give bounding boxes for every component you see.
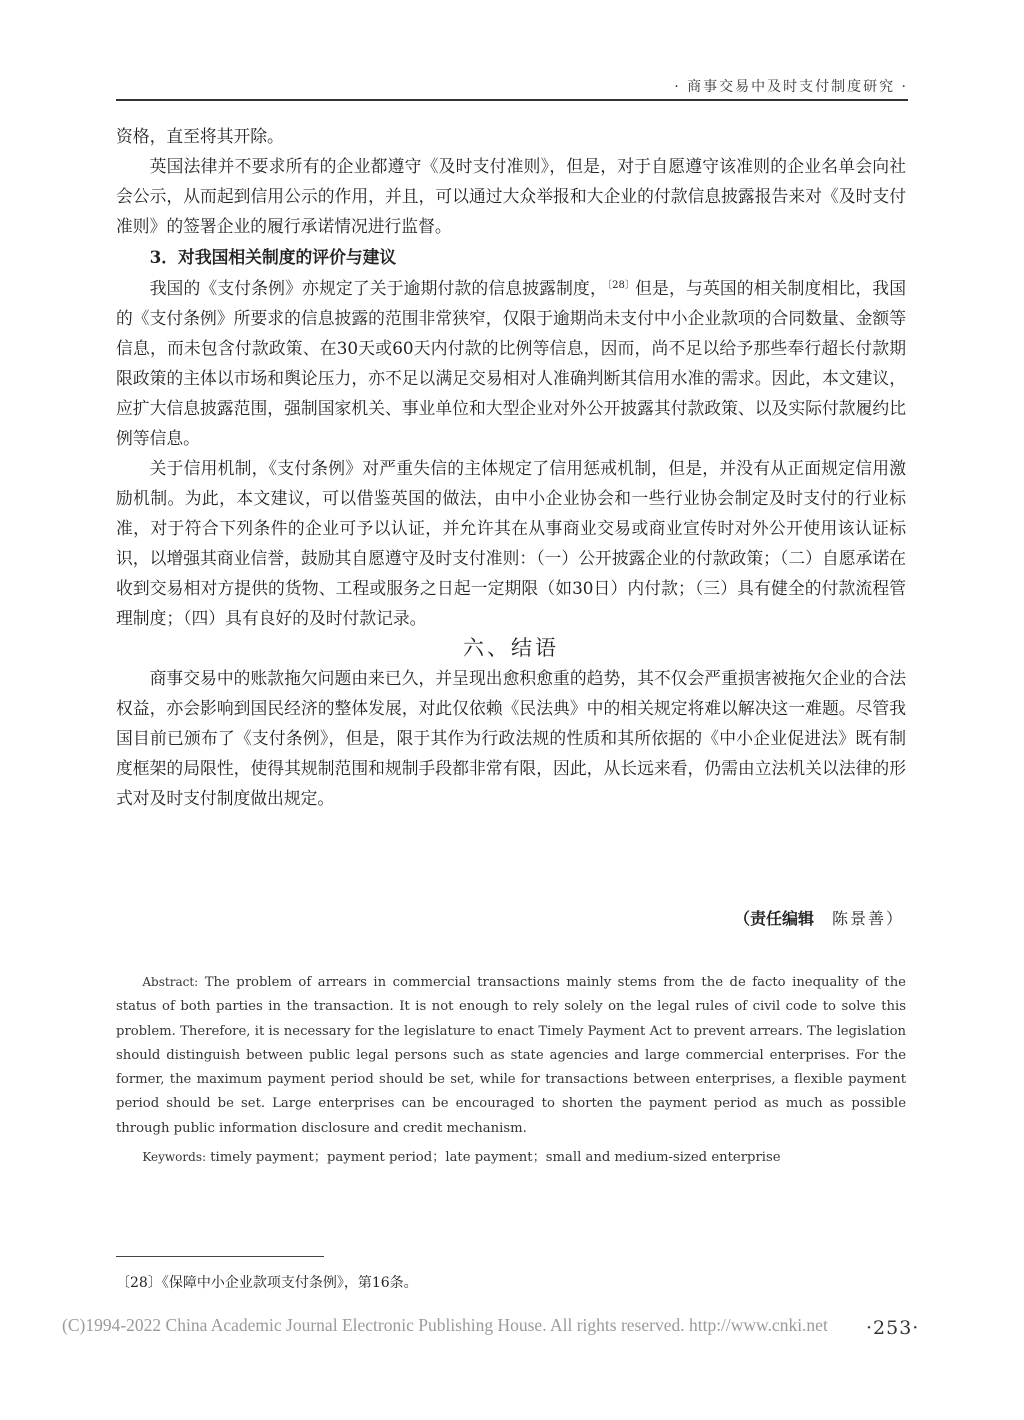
keywords-text: timely payment；payment period；late payment；small and medium-sized enterprise xyxy=(210,1150,781,1166)
copyright-watermark: (C)1994-2022 China Academic Journal Electronic Publishing House. All rights reserved. http://www.cnki.net xyxy=(62,1315,828,1335)
body-text xyxy=(116,121,906,813)
paragraph-5: 商事交易中的账款拖欠问题由来已久，并呈现出愈积愈重的趋势，其不仅会严重损害被拖欠企业的合法权益，亦会影响到国民经济的整体发展，对此仅依赖《民法典》中的相关规定将难以解决这一难题。尽管我国目前已颁布了《支付条例》，但是，限于其作为行政法规的性质和其所依据的《中小企业促进法》既有制度框架的局限性，使得其规制范围和规制手段都非常有限，因此，从长远来看，仍需由立法机关以法律的形式对及时支付制度做出规定。 xyxy=(116,668,906,808)
english-abstract xyxy=(116,970,906,1170)
section-title: 六、结语 xyxy=(463,636,559,660)
header-rule xyxy=(116,99,908,101)
editor-name: 陈景善） xyxy=(831,909,904,928)
abstract-paragraph xyxy=(116,970,906,1141)
keywords-paragraph xyxy=(116,1145,906,1170)
paragraph-4: 关于信用机制，《支付条例》对严重失信的主体规定了信用惩戒机制，但是，并没有从正面规定信用激励机制。为此，本文建议，可以借鉴英国的做法，由中小企业协会和一些行业协会制定及时支付的行业标准，对于符合下列条件的企业可予以认证，并允许其在从事商业交易或商业宣传时对外公开使用该认证标识，以增强其商业信誉，鼓励其自愿遵守及时支付准则：（一）公开披露企业的付款政策；（二）自愿承诺在收到交易相对方提供的货物、工程或服务之日起一定期限（如30日）内付款；（三）具有健全的付款流程管理制度；（四）具有良好的及时付款记录。 xyxy=(116,458,906,628)
subsection-heading: 3．对我国相关制度的评价与建议 xyxy=(149,247,397,267)
footnote-ref-28[interactable]: 〔28〕 xyxy=(606,280,636,291)
editor-label: （责任编辑 xyxy=(733,909,814,928)
paragraph-1: 资格，直至将其开除。 xyxy=(116,126,284,146)
footnote-28: 〔28〕《保障中小企业款项支付条例》，第16条。 xyxy=(116,1275,418,1291)
running-header: · 商事交易中及时支付制度研究 · xyxy=(674,79,908,95)
page-number: ·253· xyxy=(866,1317,920,1339)
keywords-label: Keywords: xyxy=(142,1150,207,1165)
paragraph-3-part-b: 但是，与英国的相关制度相比，我国的《支付条例》所要求的信息披露的范围非常狭窄，仅限于逾期尚未支付中小企业款项的合同数量、金额等信息，而未包含付款政策、在30天或60天内付款的比例等信息，因而，尚不足以给予那些奉行超长付款期限政策的主体以市场和舆论压力，亦不足以满足交易相对人准确判断其信用水准的需求。因此，本文建议，应扩大信息披露范围，强制国家机关、事业单位和大型企业对外公开披露其付款政策、以及实际付款履约比例等信息。 xyxy=(116,278,906,448)
responsible-editor xyxy=(734,906,904,929)
footnote-rule xyxy=(116,1256,324,1257)
abstract-text: The problem of arrears in commercial transactions mainly stems from the de facto inequality of the status of both parties in the transaction. It is not enough to rely solely on the legal rules of civil code to solve this problem. Therefore, it is necessary for the legislature to enact Timely Payment Act to prevent arrears. The legislation should distinguish between public legal persons such as state agencies and large commercial enterprises. For the former, the maximum payment period should be set, while for transactions between enterprises, a flexible payment period should be set. Large enterprises can be encouraged to shorten the payment period as much as possible through public information disclosure and credit mechanism. xyxy=(116,975,906,1136)
paragraph-2: 英国法律并不要求所有的企业都遵守《及时支付准则》，但是，对于自愿遵守该准则的企业名单会向社会公示，从而起到信用公示的作用，并且，可以通过大众举报和大企业的付款信息披露报告来对《及时支付准则》的签署企业的履行承诺情况进行监督。 xyxy=(116,156,906,236)
paragraph-3 xyxy=(116,273,906,453)
paragraph-3-part-a: 我国的《支付条例》亦规定了关于逾期付款的信息披露制度， xyxy=(149,278,607,298)
abstract-label: Abstract: xyxy=(142,975,199,989)
